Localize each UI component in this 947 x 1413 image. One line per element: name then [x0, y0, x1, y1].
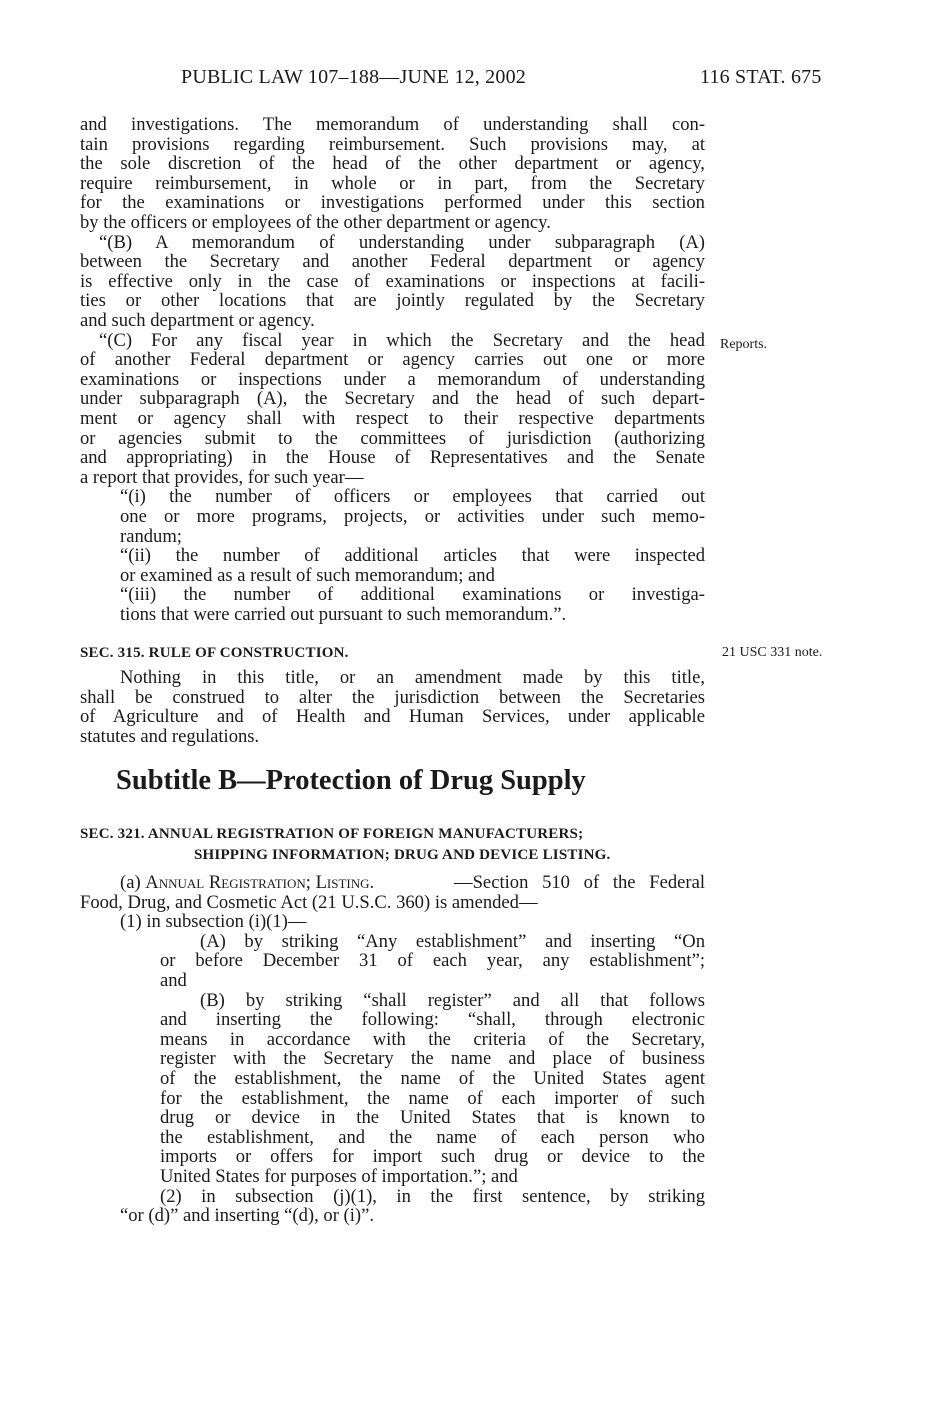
running-header-title: PUBLIC LAW 107–188—JUNE 12, 2002	[181, 66, 526, 88]
lines-c-line-15: United States for purposes of importation.”; and	[160, 1166, 518, 1187]
lines-b-line-2: of Agriculture and of Health and Human Services, under applicable	[80, 706, 705, 728]
margin-note-usc: 21 USC 331 note.	[722, 645, 823, 660]
lines-c-line-1: Food, Drug, and Cosmetic Act (21 U.S.C. 360) is amended—	[80, 891, 538, 913]
lines-a-line-21: randum;	[120, 525, 182, 547]
lines-a-line-7: between the Secretary and another Federal department or agency	[80, 251, 705, 273]
lines-a-line-5: by the officers or employees of the other department or agency.	[80, 212, 551, 233]
lines-c-line-6: (B) by striking “shall register” and all that follows	[200, 989, 705, 1011]
section-321-heading-line-2: SHIPPING INFORMATION; DRUG AND DEVICE LISTING.	[194, 847, 611, 863]
lines-c-line-12: drug or device in the United States that is known to	[160, 1107, 706, 1129]
lines-a-line-25: tions that were carried out pursuant to such memorandum.”.	[120, 604, 567, 625]
lines-c-line-10: of the establishment, the name of the United States agent	[160, 1068, 705, 1089]
subsection-a-caption-text: Annual Registration; Listing.	[145, 872, 375, 893]
lines-a-line-11: “(C) For any fiscal year in which the Secretary and the head	[99, 329, 705, 351]
lines-a-line-10: and such department or agency.	[80, 310, 315, 331]
lines-a-line-4: for the examinations or investigations performed under this section	[80, 192, 705, 214]
lines-a-line-8: is effective only in the case of examinations or inspections at facili-	[80, 270, 706, 292]
section-315-heading: SEC. 315. RULE OF CONSTRUCTION.	[80, 645, 349, 661]
lines-a-line-0: and investigations. The memorandum of understanding shall con-	[80, 114, 706, 135]
lines-c-line-4: or before December 31 of each year, any establishment”;	[160, 950, 706, 972]
lines-a-line-3: require reimbursement, in whole or in part, from the Secretary	[80, 172, 705, 194]
lines-a-line-1: tain provisions regarding reimbursement. Such provisions may, at	[80, 133, 706, 155]
lines-a-line-6: “(B) A memorandum of understanding under subparagraph (A)	[99, 231, 706, 253]
subsection-a-caption: (a) Annual Registration; Listing.	[120, 872, 375, 893]
lines-a-line-18: a report that provides, for such year—	[80, 466, 364, 488]
lines-c-line-16: (2) in subsection (j)(1), in the first sentence, by striking	[160, 1185, 706, 1207]
lines-b-line-0: Nothing in this title, or an amendment made by this title,	[120, 667, 705, 688]
lines-c-line-0: —Section 510 of the Federal	[454, 872, 706, 893]
lines-a-line-24: “(iii) the number of additional examinations or investiga-	[120, 584, 705, 606]
lines-b-line-3: statutes and regulations.	[80, 725, 260, 747]
lines-c-line-2: (1) in subsection (i)(1)—	[120, 911, 307, 933]
lines-a-line-23: or examined as a result of such memorandum; and	[120, 564, 495, 586]
margin-note-reports: Reports.	[720, 337, 768, 352]
lines-a-line-2: the sole discretion of the head of the other department or agency,	[80, 153, 705, 175]
lines-a-line-15: ment or agency shall with respect to their respective departments	[80, 408, 706, 429]
lines-a-line-17: and appropriating) in the House of Representatives and the Senate	[80, 447, 705, 469]
section-321-heading-line-1: SEC. 321. ANNUAL REGISTRATION OF FOREIGN MANUFACTURERS;	[80, 826, 584, 842]
lines-a-line-22: “(ii) the number of additional articles that were inspected	[120, 545, 706, 567]
lines-b-line-1: shall be construed to alter the jurisdiction between the Secretaries	[80, 686, 705, 708]
lines-a-line-13: examinations or inspections under a memorandum of understanding	[80, 368, 706, 390]
lines-a-line-12: of another Federal department or agency carries out one or more	[80, 349, 705, 371]
lines-c-line-14: imports or offers for import such drug or device to the	[160, 1146, 706, 1168]
lines-c-line-9: register with the Secretary the name and place of business	[160, 1048, 705, 1070]
lines-c-line-13: the establishment, and the name of each person who	[160, 1126, 705, 1148]
lines-a-line-19: “(i) the number of officers or employees that carried out	[120, 486, 706, 508]
lines-c-line-8: means in accordance with the criteria of the Secretary,	[160, 1028, 706, 1050]
page-stat-number: 116 STAT. 675	[700, 66, 822, 88]
lines-a-line-9: ties or other locations that are jointly regulated by the Secretary	[80, 290, 705, 312]
lines-a-line-20: one or more programs, projects, or activities under such memo-	[120, 506, 706, 527]
lines-c-line-7: and inserting the following: “shall, through electronic	[160, 1009, 706, 1031]
lines-a-line-16: or agencies submit to the committees of jurisdiction (authorizing	[80, 427, 706, 449]
lines-c-line-11: for the establishment, the name of each importer of such	[160, 1087, 705, 1109]
lines-c-line-17: “or (d)” and inserting “(d), or (i)”.	[120, 1205, 375, 1227]
lines-c-line-5: and	[160, 970, 187, 991]
lines-a-line-14: under subparagraph (A), the Secretary and the head of such depart-	[80, 388, 705, 410]
subtitle-heading: Subtitle B—Protection of Drug Supply	[116, 765, 586, 796]
lines-c-line-3: (A) by striking “Any establishment” and inserting “On	[200, 930, 706, 952]
